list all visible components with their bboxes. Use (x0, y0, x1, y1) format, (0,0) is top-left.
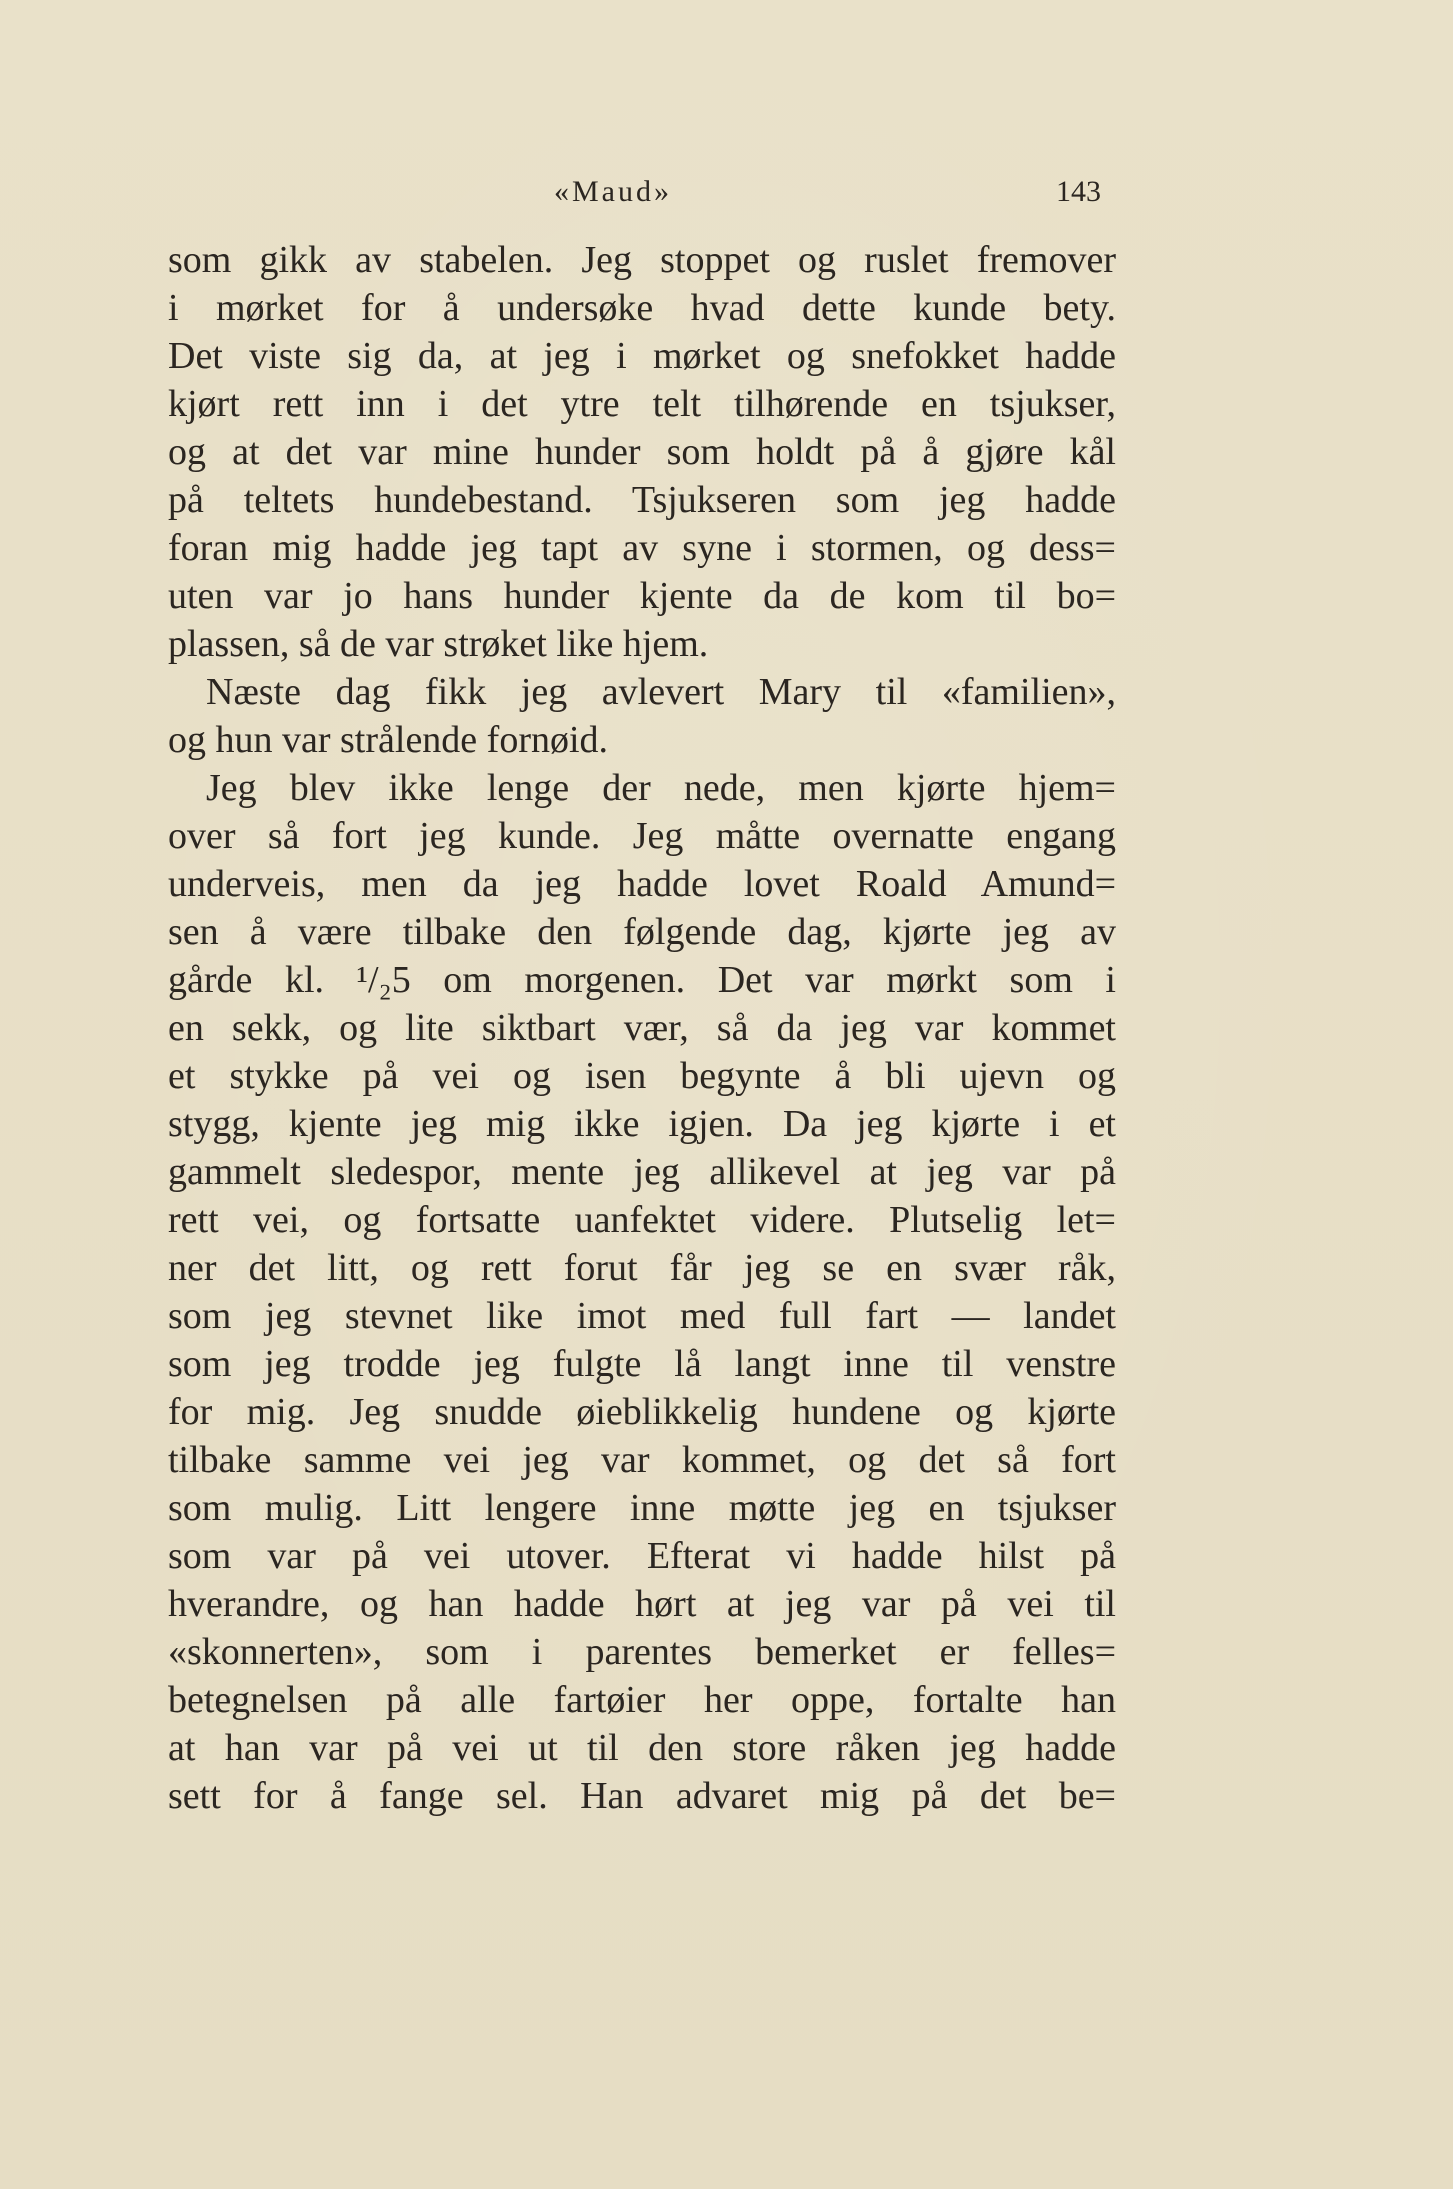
text-line: kjørt rett inn i det ytre telt tilhørende en tsjukser, (168, 383, 1116, 425)
text-line: rett vei, og fortsatte uanfektet videre. Plutselig let= (168, 1199, 1116, 1241)
text-line: gårde kl. ¹/₂5 om morgenen. Det var mørkt som i (168, 959, 1116, 1001)
text-line: og hun var strålende fornøid. (168, 719, 609, 761)
text-line: som mulig. Litt lengere inne møtte jeg en tsjukser (168, 1487, 1116, 1529)
text-line: et stykke på vei og isen begynte å bli ujevn og (168, 1055, 1116, 1097)
text-line: som jeg trodde jeg fulgte lå langt inne til venstre (168, 1343, 1116, 1385)
text-line: over så fort jeg kunde. Jeg måtte overnatte engang (168, 815, 1116, 857)
text-line: som gikk av stabelen. Jeg stoppet og ruslet fremover (168, 239, 1116, 281)
body-text (168, 236, 1116, 1820)
text-line: sett for å fange sel. Han advaret mig på det be= (168, 1775, 1116, 1817)
text-line: hverandre, og han hadde hørt at jeg var på vei til (168, 1583, 1116, 1625)
text-line: Næste dag fikk jeg avlevert Mary til «familien», (206, 671, 1116, 713)
text-line: og at det var mine hunder som holdt på å gjøre kål (168, 431, 1116, 473)
text-line: foran mig hadde jeg tapt av syne i stormen, og dess= (168, 527, 1116, 569)
text-line: Det viste sig da, at jeg i mørket og snefokket hadde (168, 335, 1116, 377)
text-line: at han var på vei ut til den store råken jeg hadde (168, 1727, 1116, 1769)
text-line: på teltets hundebestand. Tsjukseren som jeg hadde (168, 479, 1116, 521)
text-line: gammelt sledespor, mente jeg allikevel at jeg var på (168, 1151, 1116, 1193)
text-line: uten var jo hans hunder kjente da de kom til bo= (168, 575, 1116, 617)
text-line: Jeg blev ikke lenge der nede, men kjørte hjem= (206, 767, 1116, 809)
page-header (0, 172, 1453, 212)
text-line: ner det litt, og rett forut får jeg se en svær råk, (168, 1247, 1116, 1289)
text-line: i mørket for å undersøke hvad dette kunde bety. (168, 287, 1116, 329)
text-line: sen å være tilbake den følgende dag, kjørte jeg av (168, 911, 1116, 953)
text-line: underveis, men da jeg hadde lovet Roald Amund= (168, 863, 1116, 905)
text-line: tilbake samme vei jeg var kommet, og det så fort (168, 1439, 1116, 1481)
text-line: stygg, kjente jeg mig ikke igjen. Da jeg kjørte i et (168, 1103, 1116, 1145)
text-line: «skonnerten», som i parentes bemerket er felles= (168, 1631, 1116, 1673)
page-number: 143 (1056, 175, 1101, 208)
running-title: «Maud» (554, 175, 672, 208)
text-line: for mig. Jeg snudde øieblikkelig hundene og kjørte (168, 1391, 1116, 1433)
text-line: en sekk, og lite siktbart vær, så da jeg var kommet (168, 1007, 1116, 1049)
text-line: betegnelsen på alle fartøier her oppe, fortalte han (168, 1679, 1116, 1721)
text-line: som var på vei utover. Efterat vi hadde hilst på (168, 1535, 1116, 1577)
text-line: plassen, så de var strøket like hjem. (168, 623, 709, 665)
text-line: som jeg stevnet like imot med full fart — landet (168, 1295, 1116, 1337)
